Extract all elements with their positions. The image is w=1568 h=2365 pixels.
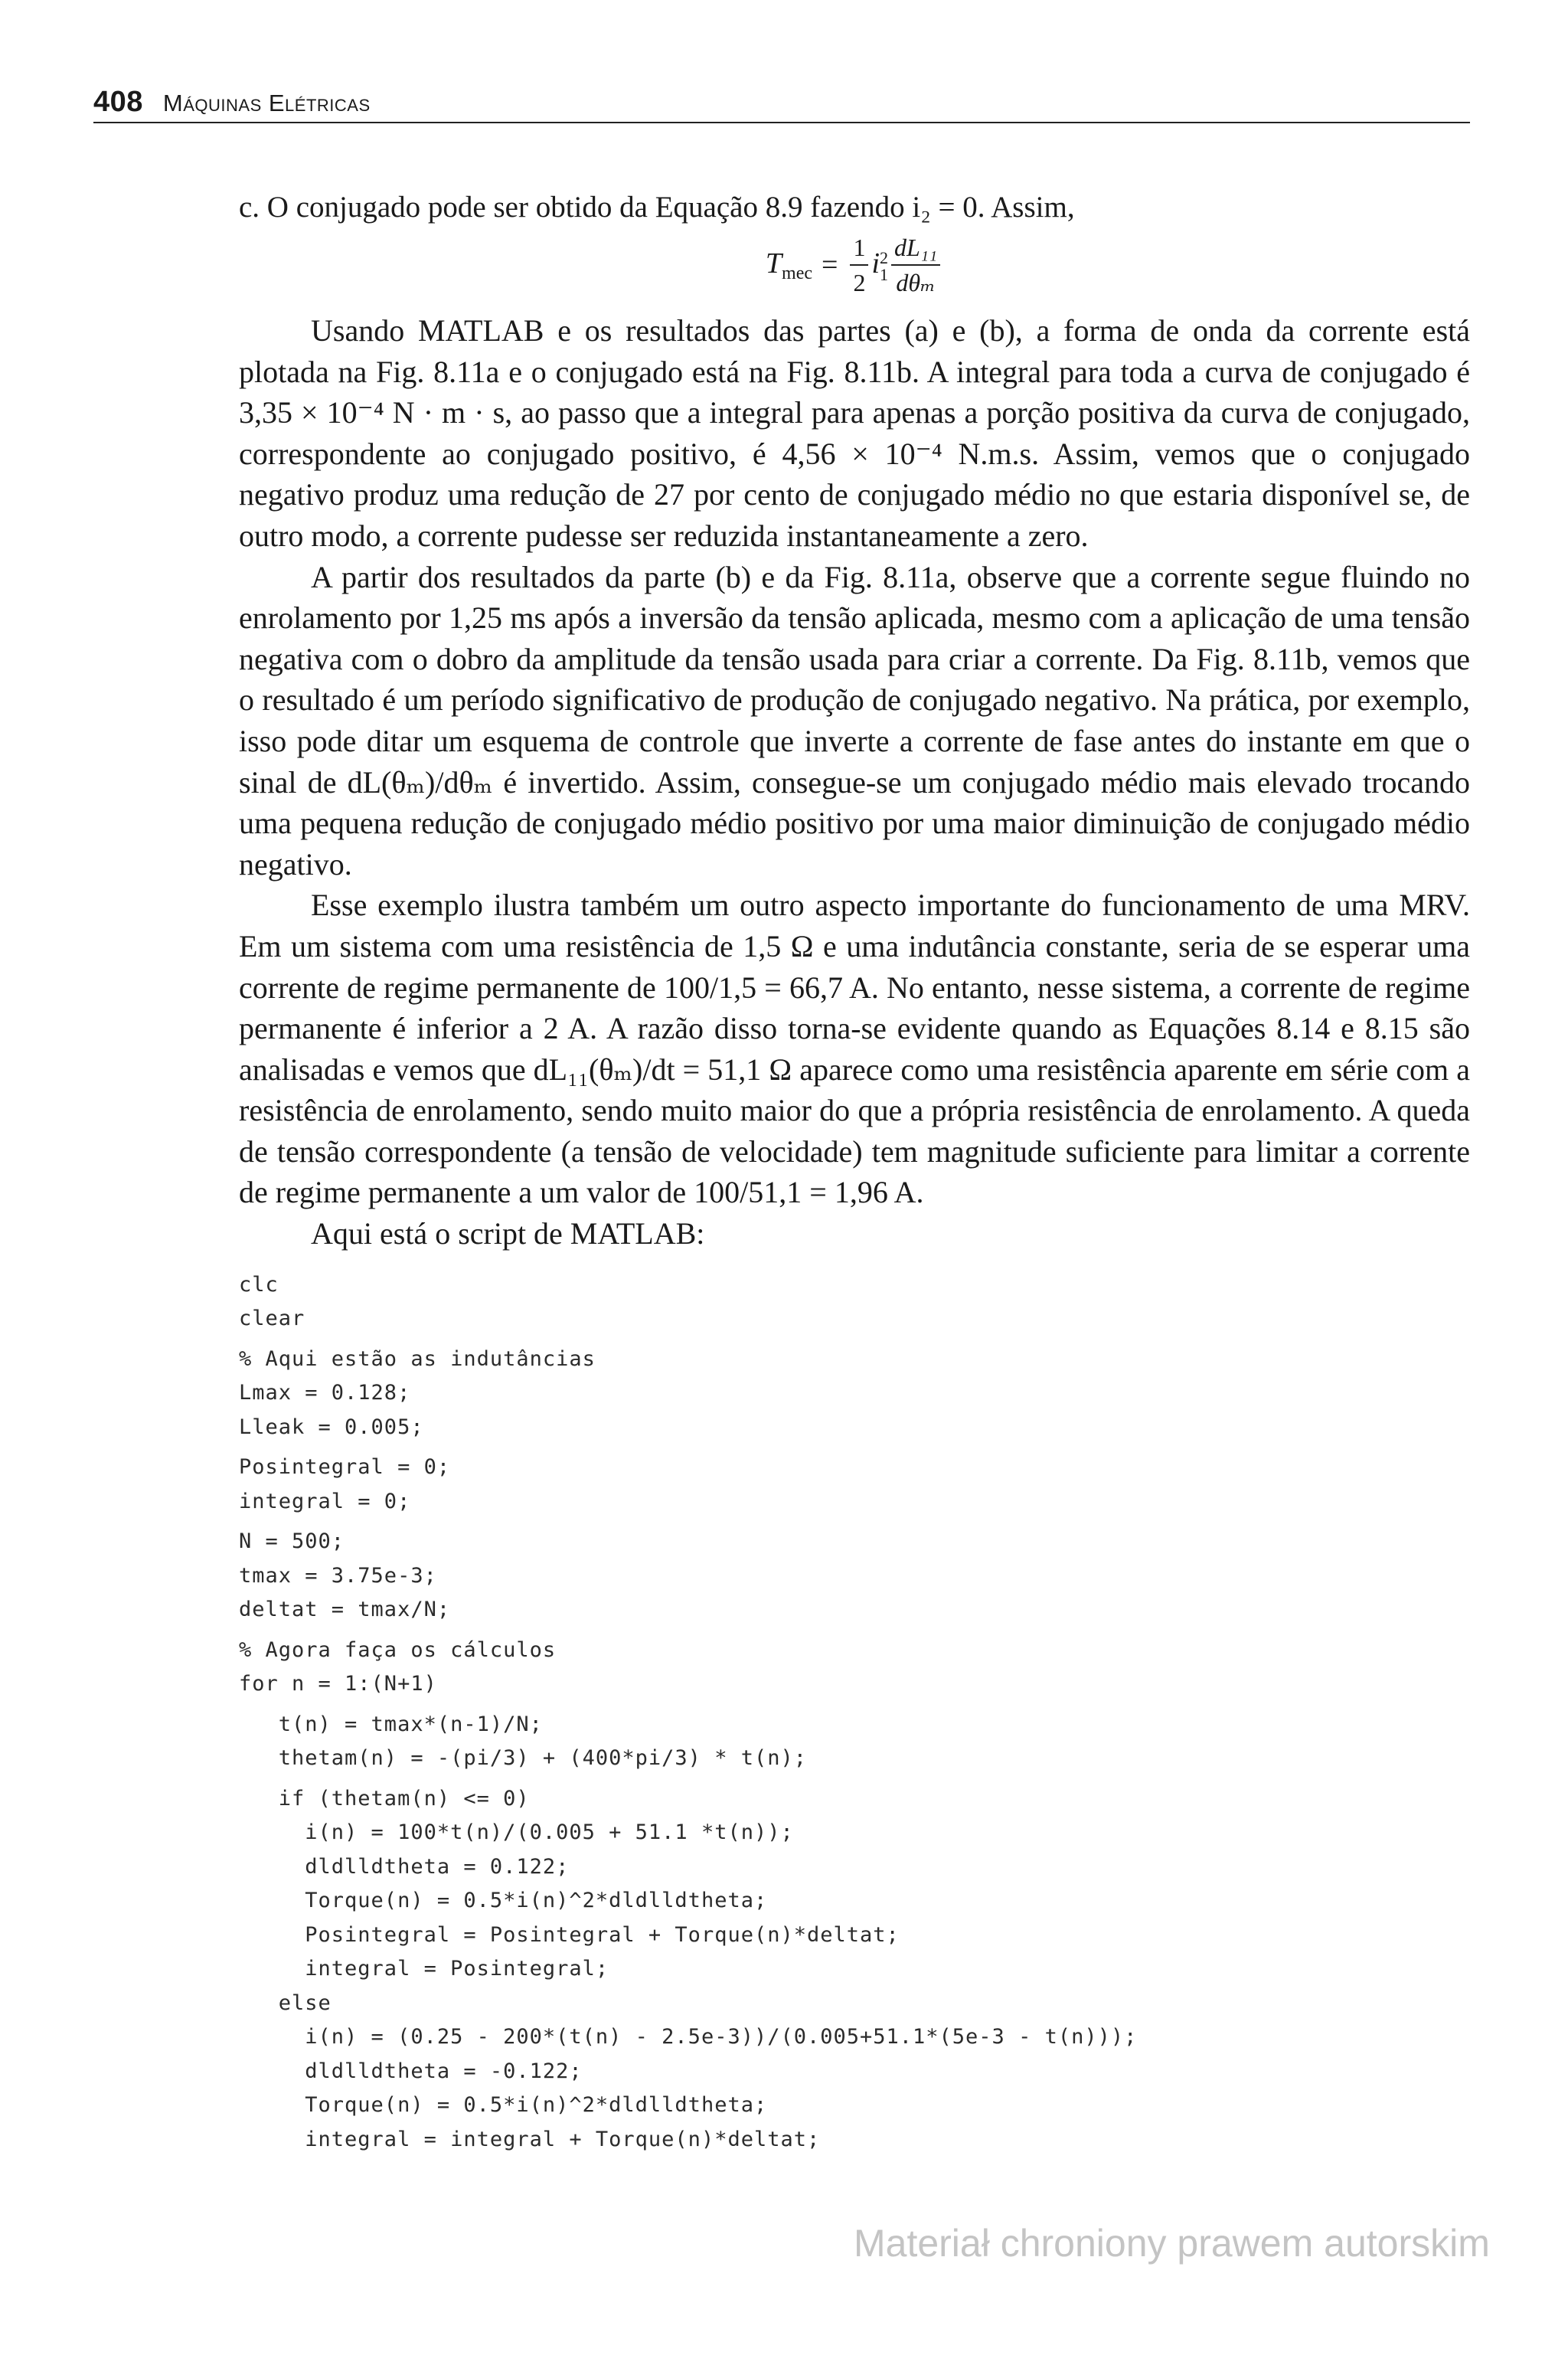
current-subscript: 1 <box>880 264 889 284</box>
code-spacer <box>239 1444 1470 1451</box>
equation-half-fraction <box>850 231 868 299</box>
derivative-numerator: dL₁₁ <box>891 231 940 266</box>
code-line: i(n) = 100*t(n)/(0.005 + 51.1 *t(n)); <box>239 1820 794 1845</box>
matlab-code-block <box>239 1268 1470 2157</box>
equation-equals: = <box>822 249 838 281</box>
code-line: for n = 1:(N+1) <box>239 1672 437 1696</box>
code-line: integral = Posintegral; <box>239 1957 609 1981</box>
half-denominator: 2 <box>853 269 866 296</box>
code-spacer <box>239 1776 1470 1782</box>
page-content <box>239 188 1470 2157</box>
code-line: i(n) = (0.25 - 200*(t(n) - 2.5e-3))/(0.005+51.1*(5e-3 - t(n))); <box>239 2025 1138 2049</box>
code-line: Posintegral = 0; <box>239 1455 451 1480</box>
equation-lhs: $T_{mec}$ <box>765 247 813 283</box>
equation-derivative-fraction <box>891 231 940 299</box>
half-numerator: 1 <box>850 231 868 266</box>
code-line: integral = 0; <box>239 1489 411 1513</box>
copyright-watermark: Materiał chroniony prawem autorskim <box>854 2222 1490 2265</box>
page-header <box>93 86 1470 123</box>
code-line: Lleak = 0.005; <box>239 1415 424 1439</box>
code-line: thetam(n) = -(pi/3) + (400*pi/3) * t(n); <box>239 1746 807 1771</box>
code-line: Posintegral = Posintegral + Torque(n)*deltat; <box>239 1922 900 1947</box>
code-line: dldlldtheta = 0.122; <box>239 1854 570 1879</box>
code-line: Lmax = 0.128; <box>239 1381 411 1405</box>
paragraph-mrv-aspect: Esse exemplo ilustra também um outro aspecto importante do funcionamento de uma MRV. Em um sistema com uma resistência de 1,5 Ω e uma indutância constante, seria de se esperar uma corrente de regime permanente de 100/1,5 = 66,7 A. No entanto, nesse sistema, a corrente de regime permanente é inferior a 2 A. A razão disso torna-se evidente quando as Equações 8.14 e 8.15 são analisadas e vemos que dL₁₁(θₘ)/dt = 51,1 Ω aparece como uma resistência aparente em série com a resistência de enrolamento, sendo muito maior do que a própria resistência de enrolamento. A queda de tensão correspondente (a tensão de velocidade) tem magnitude suficiente para limitar a corrente de regime permanente a um valor de 100/51,1 = 1,96 A. <box>239 888 1470 1210</box>
code-line: N = 500; <box>239 1529 345 1554</box>
code-line: tmax = 3.75e-3; <box>239 1563 437 1588</box>
code-line: Torque(n) = 0.5*i(n)^2*dldlldtheta; <box>239 2093 768 2118</box>
code-spacer <box>239 1519 1470 1525</box>
code-line: % Aqui estão as indutâncias <box>239 1346 596 1371</box>
code-line: t(n) = tmax*(n-1)/N; <box>239 1712 543 1736</box>
code-spacer <box>239 1702 1470 1708</box>
code-line: clear <box>239 1307 305 1331</box>
code-spacer <box>239 1336 1470 1343</box>
code-line: dldlldtheta = -0.122; <box>239 2059 583 2083</box>
code-line: integral = integral + Torque(n)*deltat; <box>239 2127 821 2151</box>
page-number: 408 <box>93 86 143 118</box>
torque-equation <box>239 231 1470 299</box>
paragraph-script-intro: Aqui está o script de MATLAB: <box>311 1216 705 1251</box>
code-line: Torque(n) = 0.5*i(n)^2*dldlldtheta; <box>239 1889 768 1913</box>
paragraph-matlab-results: Usando MATLAB e os resultados das partes (a) e (b), a forma de onda da corrente está plotada na Fig. 8.11a e o conjugado está na Fig. 8.11b. A integral para toda a curva de conjugado é 3,35 × 10⁻⁴ N · m · s, ao passo que a integral para apenas a porção positiva da curva de conjugado, correspondente ao conjugado positivo, é 4,56 × 10⁻⁴ N.m.s. Assim, vemos que o conjugado negativo produz uma redução de 27 por cento de conjugado médio no que estaria disponível se, de outro modo, a corrente pudesse ser reduzida instantaneamente a zero. <box>239 313 1470 553</box>
current-power: 2 <box>880 247 889 267</box>
item-c-text: c. O conjugado pode ser obtido da Equação 8.9 fazendo i₂ = 0. Assim, <box>239 191 1075 224</box>
equation-current: i 2 1 <box>871 247 889 284</box>
derivative-denominator: dθₘ <box>896 269 936 296</box>
code-line: else <box>239 1990 332 2015</box>
running-title: Máquinas Elétricas <box>162 90 371 116</box>
code-line: deltat = tmax/N; <box>239 1598 451 1622</box>
code-spacer <box>239 1627 1470 1634</box>
paragraph-current-flow: A partir dos resultados da parte (b) e da Fig. 8.11a, observe que a corrente segue fluindo no enrolamento por 1,25 ms após a inversão da tensão aplicada, mesmo com a aplicação de uma tensão negativa com o dobro da amplitude da tensão usada para criar a corrente. Da Fig. 8.11b, vemos que o resultado é um período significativo de produção de conjugado negativo. Na prática, por exemplo, isso pode ditar um esquema de controle que inverte a corrente de fase antes do instante em que o sinal de dL(θₘ)/dθₘ é invertido. Assim, consegue-se um conjugado médio mais elevado trocando uma pequena redução de conjugado médio positivo por uma maior diminuição de conjugado médio negativo. <box>239 559 1470 882</box>
equation-lhs-subscript: mec <box>782 263 813 283</box>
code-line: if (thetam(n) <= 0) <box>239 1786 530 1811</box>
code-line: % Agora faça os cálculos <box>239 1637 557 1662</box>
code-line: clc <box>239 1272 279 1297</box>
